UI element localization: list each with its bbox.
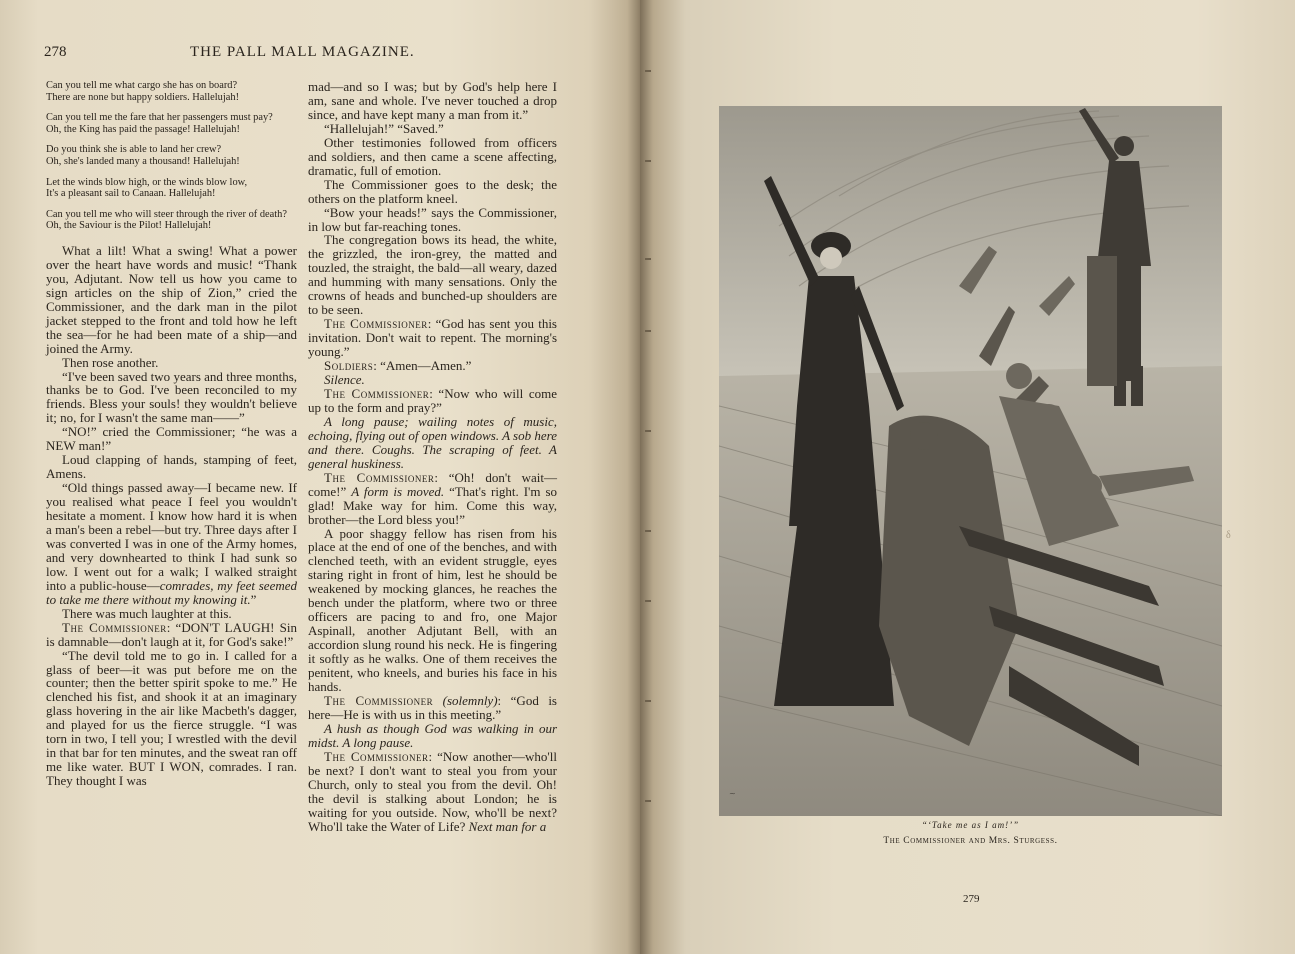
stage-direction: A hush as though God was walking in our midst. A long pause. [308, 720, 557, 750]
column-right [308, 80, 557, 833]
binding-stitching [645, 0, 653, 954]
text-run: : “Oh! don't wait—come!” [308, 469, 557, 499]
body-paragraph [308, 750, 557, 834]
text-run: : “Now another—who'll be next? I don't want to steal you from your Church, only to steal you from the devil. Oh! the devil is stalking about London; he is waiting for you outside. Now, who'll be next? Who'll take the Water of Life? [308, 748, 557, 834]
body-paragraph [308, 387, 557, 415]
speaker-name: The Commissioner [324, 469, 435, 485]
italic-run: (solemnly) [442, 692, 498, 708]
text-run: : “God has sent you this invitation. Don't wait to repent. The morning's young.” [308, 316, 557, 360]
text-run: : “God is here—He is with us in this meeting.” [308, 692, 557, 722]
artist-signature: ~ [729, 789, 736, 798]
italic-run: Next man for a [468, 818, 547, 834]
page-number-right: 279 [963, 893, 980, 905]
left-page [0, 0, 640, 954]
body-paragraph: mad—and so I was; but by God's help here I am, sane and whole. I've never touched a drop since, and have kept many a man from it.” [308, 79, 557, 122]
hymn-line: Can you tell me who will steer through the river of death? [46, 208, 287, 220]
hymn-line: Oh, she's landed many a thousand! Hallelujah! [46, 155, 240, 167]
hymn-line: Oh, the King has paid the passage! Hallelujah! [46, 123, 240, 135]
running-head [44, 44, 604, 64]
illustration-drawing [719, 106, 1222, 816]
stage-direction: Silence. [324, 372, 365, 388]
body-paragraph [308, 694, 557, 722]
hymn-line: Let the winds blow high, or the winds blow low, [46, 176, 248, 188]
magazine-title: THE PALL MALL MAGAZINE. [190, 44, 415, 60]
hymn-line: Do you think she is able to land her crew? [46, 144, 222, 156]
hymn-line: There are none but happy soldiers. Hallelujah! [46, 91, 240, 103]
hymn-line: Can you tell me what cargo she has on board? [46, 80, 238, 91]
speaker-name: The Commissioner [324, 692, 434, 708]
body-paragraph: “NO!” cried the Commissioner; “he was a NEW man!” [46, 424, 297, 454]
body-paragraph: Then rose another. [62, 354, 159, 370]
body-paragraph: A poor shaggy fellow has risen from his place at the end of one of the benches, and with clenched teeth, with an evident struggle, eyes staring right in front of him, lest he should be weakened by mocking glances, he reaches the bench under the platform, where two or three officers are pacing to and fro, one Major Aspinall, another Adjutant Bell, with an accordion slung round his neck. He is fingering it softly as he walks. One of them receives the penitent, who kneels, and buries his face in his hands. [308, 525, 557, 694]
speaker-name: The Commissioner [324, 316, 428, 332]
italic-run: A form is moved. [351, 483, 445, 499]
column-left [46, 80, 297, 788]
pencil-mark: δ [1226, 530, 1231, 541]
body-paragraph: Loud clapping of hands, stamping of feet, Amens. [46, 452, 297, 482]
hymn-line: Can you tell me the fare that her passengers must pay? [46, 112, 273, 124]
hymn-verses [46, 80, 297, 232]
italic-run: comrades, my feet seemed to take me there without my knowing it. [46, 577, 297, 607]
illustration-caption: The Commissioner and Mrs. Sturgess. [883, 836, 1058, 846]
speaker-name: The Commissioner [324, 385, 430, 401]
page-number-left: 278 [44, 44, 67, 60]
body-paragraph [308, 359, 557, 373]
body-paragraph: There was much laughter at this. [62, 605, 232, 621]
body-paragraph [308, 471, 557, 527]
body-paragraph: What a lilt! What a swing! What a power over the heart have words and music! “Thank you, Adjutant. Now tell us how you came to sign articles on the ship of Zion,” cried the Commissioner, and the dark man in the pilot jacket stepped to the front and told how he left the sea—for he had been mate of a ship—and joined the Army. [46, 242, 297, 356]
body-paragraph [46, 481, 297, 607]
speaker-name: Soldiers [324, 358, 374, 374]
body-paragraph: “Bow your heads!” says the Commissioner, in low but far-reaching tones. [308, 204, 557, 234]
text-run: “Old things passed away—I became new. If you realised what peace I feel you wouldn't hesitate a moment. I know how hard it is when a man's been a rebel—but try. Three days after I was converted I was in one of the Army homes, and very downhearted to think I had sunk so low. I went out for a walk; I walked straight into a public-house— [46, 480, 297, 593]
speaker-name: The Commissioner [324, 748, 429, 764]
text-run: “That's right. I'm so glad! Make way for him. Come this way, brother—the Lord bless you!” [308, 483, 558, 527]
body-paragraph: The Commissioner goes to the desk; the others on the platform kneel. [308, 176, 557, 206]
speaker-name: The Commissioner [62, 619, 167, 635]
hymn-line: Oh, the Saviour is the Pilot! Hallelujah! [46, 220, 212, 232]
body-paragraph: Other testimonies followed from officers and soldiers, and then came a scene affecting, dramatic, full of emotion. [308, 134, 557, 178]
stage-direction: A long pause; wailing notes of music, echoing, flying out of open windows. A sob here and there. Coughs. The scraping of feet. A general huskiness. [308, 413, 557, 471]
body-paragraph: “I've been saved two years and three months, thanks be to God. I've been reconciled to my friends. Bless your souls! they wouldn't believe it; no, for I wasn't the same man——” [46, 368, 297, 426]
text-run: : “DON'T LAUGH! Sin is damnable—don't laugh at it, for God's sake!” [46, 619, 297, 649]
text-run: : “Amen—Amen.” [373, 358, 472, 374]
body-paragraph: “Hallelujah!” “Saved.” [324, 120, 444, 136]
body-paragraph: The congregation bows its head, the white, the grizzled, the iron-grey, the matted and touzled, the straight, the bald—all weary, dazed and humming with many sensations. Only the crowns of heads and bunched-up shoulders are to be seen. [308, 232, 557, 318]
text-run: ” [250, 591, 257, 607]
illustration-quote: “‘Take me as I am!’” [921, 820, 1020, 830]
body-paragraph [308, 317, 557, 359]
salvation-army-meeting-illustration [719, 106, 1222, 816]
text-run: : “Now who will come up to the form and pray?” [308, 385, 558, 415]
body-paragraph: “The devil told me to go in. I called for a glass of beer—it was put before me on the counter; then the better spirit spoke to me.” He clenched his fist, and shook it at an imaginary glass hovering in the air like Macbeth's dagger, and played for us the fierce struggle. “I was torn in two, I tell you; I wrestled with the devil in that bar for ten minutes, and the sweat ran off me like water. BUT I WON, comrades. I ran. They thought I was [46, 647, 297, 789]
hymn-line: It's a pleasant sail to Canaan. Hallelujah! [46, 188, 216, 200]
body-paragraph [46, 621, 297, 649]
